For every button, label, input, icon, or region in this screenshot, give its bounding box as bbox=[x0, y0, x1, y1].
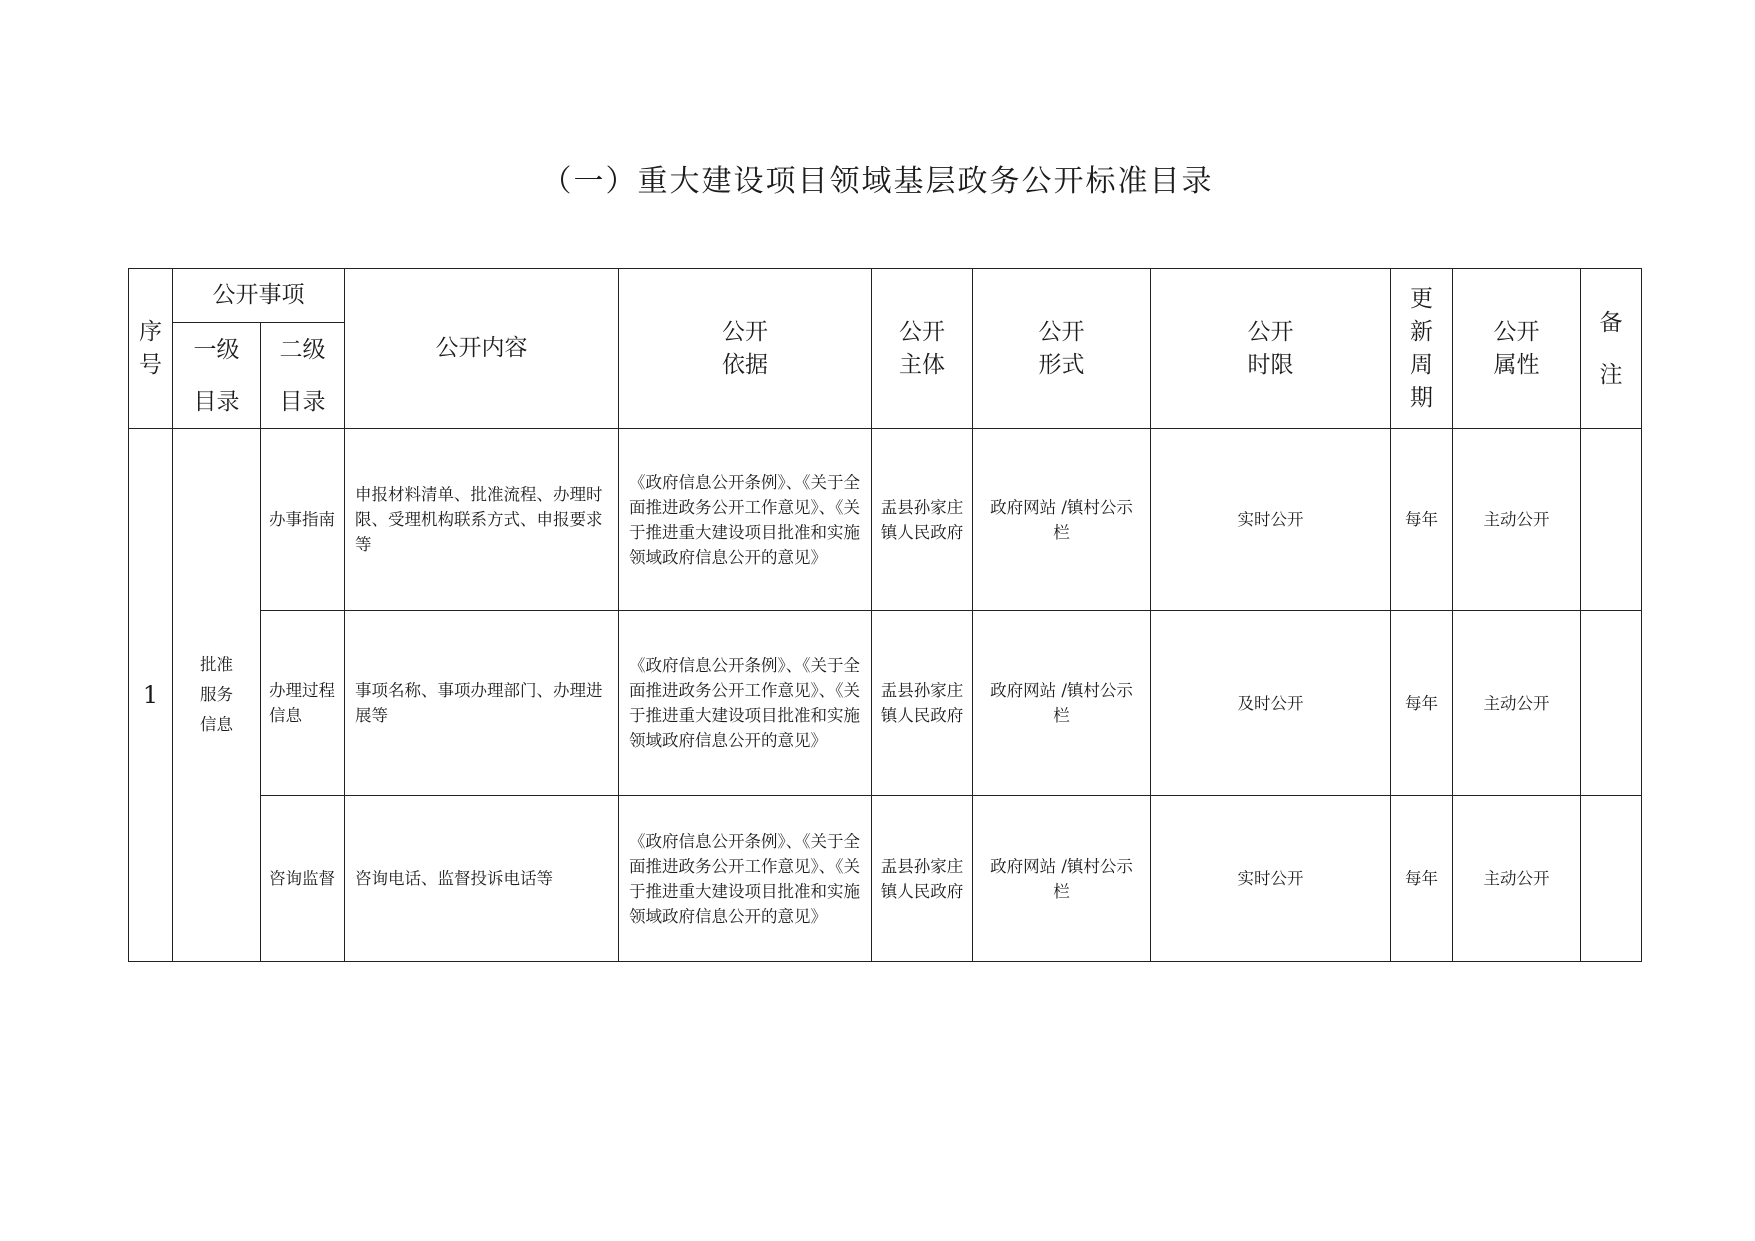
row-content: 咨询电话、监督投诉电话等 bbox=[345, 796, 619, 962]
header-cycle bbox=[1391, 269, 1453, 429]
row-form: 政府网站 /镇村公示栏 bbox=[973, 429, 1151, 611]
header-cycle-label: 更新周期 bbox=[1409, 285, 1433, 411]
header-attr-label: 公开属性 bbox=[1493, 318, 1540, 378]
row-time: 实时公开 bbox=[1151, 796, 1391, 962]
row-subject: 盂县孙家庄镇人民政府 bbox=[872, 796, 973, 962]
header-time bbox=[1151, 269, 1391, 429]
table-row bbox=[129, 611, 1642, 796]
table-row bbox=[129, 796, 1642, 962]
header-form-label: 公开形式 bbox=[1038, 318, 1085, 378]
header-form bbox=[973, 269, 1151, 429]
row-attr: 主动公开 bbox=[1453, 429, 1581, 611]
row-note bbox=[1581, 611, 1642, 796]
row-level2: 办理过程信息 bbox=[261, 611, 345, 796]
row-form: 政府网站 /镇村公示栏 bbox=[973, 796, 1151, 962]
header-level2 bbox=[261, 323, 345, 429]
header-time-label: 公开时限 bbox=[1247, 318, 1294, 378]
row-subject: 盂县孙家庄镇人民政府 bbox=[872, 429, 973, 611]
row-cycle: 每年 bbox=[1391, 796, 1453, 962]
row-note bbox=[1581, 429, 1642, 611]
row-subject: 盂县孙家庄镇人民政府 bbox=[872, 611, 973, 796]
row-basis: 《政府信息公开条例》、《关于全面推进政务公开工作意见》、《关于推进重大建设项目批准和实施领域政府信息公开的意见》 bbox=[619, 429, 872, 611]
row-level2: 办事指南 bbox=[261, 429, 345, 611]
header-level2-label: 二级目录 bbox=[279, 336, 326, 415]
row-basis: 《政府信息公开条例》、《关于全面推进政务公开工作意见》、《关于推进重大建设项目批准和实施领域政府信息公开的意见》 bbox=[619, 796, 872, 962]
row-time: 实时公开 bbox=[1151, 429, 1391, 611]
row-content: 事项名称、事项办理部门、办理进展等 bbox=[345, 611, 619, 796]
row-content: 申报材料清单、批准流程、办理时限、受理机构联系方式、申报要求等 bbox=[345, 429, 619, 611]
row-level1 bbox=[173, 429, 261, 962]
row-basis: 《政府信息公开条例》、《关于全面推进政务公开工作意见》、《关于推进重大建设项目批准和实施领域政府信息公开的意见》 bbox=[619, 611, 872, 796]
row-level1-label: 批准服务信息 bbox=[199, 655, 233, 734]
row-form: 政府网站 /镇村公示栏 bbox=[973, 611, 1151, 796]
page-title: （一）重大建设项目领域基层政务公开标准目录 bbox=[541, 164, 1214, 199]
row-seq: 1 bbox=[129, 429, 173, 962]
header-content: 公开内容 bbox=[345, 269, 619, 429]
header-subject bbox=[872, 269, 973, 429]
header-group: 公开事项 bbox=[173, 269, 345, 323]
row-time: 及时公开 bbox=[1151, 611, 1391, 796]
header-attr bbox=[1453, 269, 1581, 429]
row-cycle: 每年 bbox=[1391, 611, 1453, 796]
header-level1-label: 一级目录 bbox=[193, 336, 240, 415]
header-subject-label: 公开主体 bbox=[899, 318, 945, 378]
row-attr: 主动公开 bbox=[1453, 796, 1581, 962]
row-note bbox=[1581, 796, 1642, 962]
header-level1 bbox=[173, 323, 261, 429]
header-basis-label: 公开依据 bbox=[722, 318, 768, 378]
header-note bbox=[1581, 269, 1642, 429]
table-row bbox=[129, 429, 1642, 611]
header-note-label: 备注 bbox=[1599, 309, 1623, 388]
header-seq bbox=[129, 269, 173, 429]
header-seq-label: 序号 bbox=[138, 318, 162, 378]
row-cycle: 每年 bbox=[1391, 429, 1453, 611]
header-basis bbox=[619, 269, 872, 429]
catalog-table bbox=[128, 268, 1642, 962]
row-level2: 咨询监督 bbox=[261, 796, 345, 962]
row-attr: 主动公开 bbox=[1453, 611, 1581, 796]
